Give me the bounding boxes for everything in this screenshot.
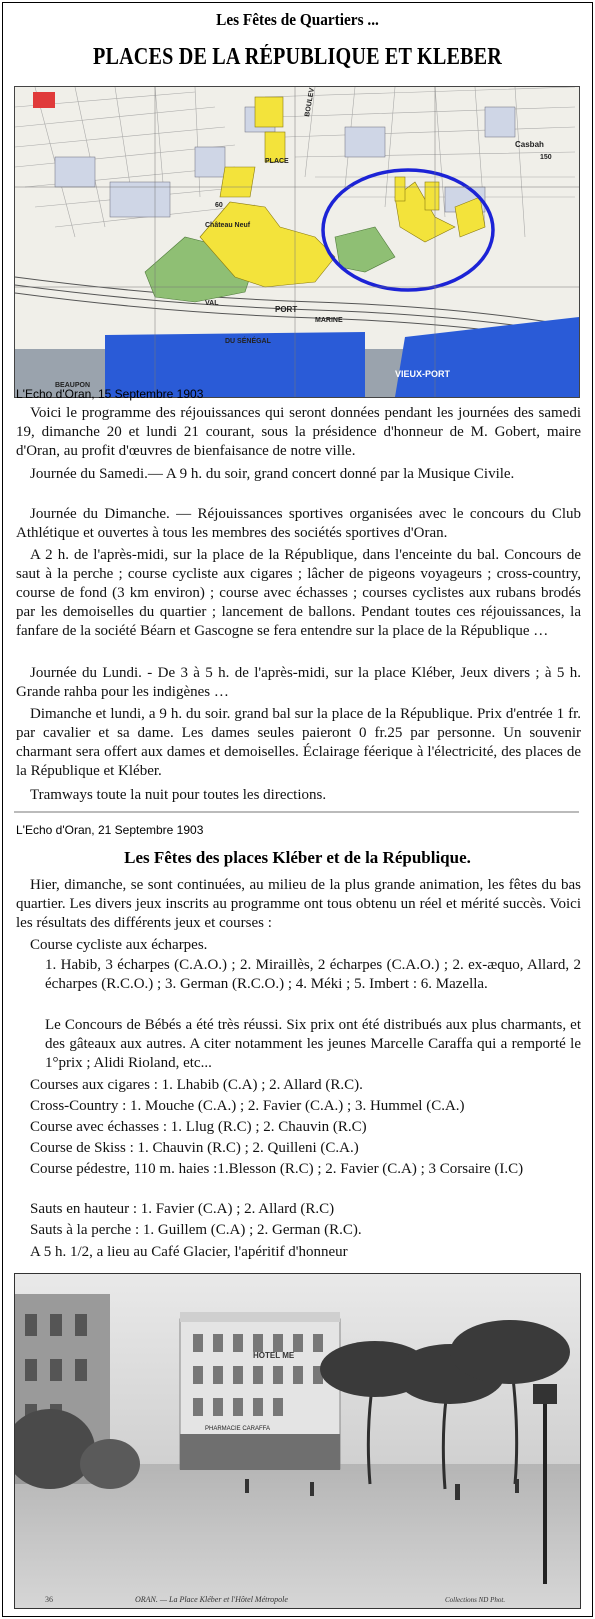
article1-paragraph: A 2 h. de l'après-midi, sur la place de la République, dans l'enceinte du bal. Concours de saut à la perche ; course cycliste aux cigares ; lâcher de pigeons voyageurs ; cross-country, course de fond (3 km environ) ; course avec échasses ; courses cyclistes aux rubans brodés par les demoiselles du quartier ; lancement de ballons. Pendant toutes ces réjouissances, la fanfare de la société Béarn et Gascogne se fera entendre sur la place de la République … — [16, 547, 581, 639]
photo-collection: Collections ND Phot. — [445, 1596, 506, 1604]
article1-paragraph: Journée du Lundi. - De 3 à 5 h. de l'après-midi, sur la place Kléber, Jeux divers ; à 5 h. Grande rahba pour les indigènes … — [16, 665, 581, 700]
baby-contest: Le Concours de Bébés a été très réussi. Six prix ont été distribués aux plus charmants, et des gâteaux aux autres. A citer notamment les jeunes Marcelle Caraffa qui a remporté le 1°prix ; Alidi Rioland, etc... — [45, 1017, 581, 1071]
map-label-senegal: DU SÉNÉGAL — [225, 338, 271, 345]
red-block — [33, 92, 55, 108]
map-label-marine: MARINE — [315, 317, 343, 324]
result-line: Sauts en hauteur : 1. Favier (C.A) ; 2. Allard (R.C) — [30, 1201, 335, 1217]
article1-paragraph: Journée du Dimanche. — Réjouissances sportives organisées avec le concours du Club Athlétique et ouvertes à tous les membres des sociétés sportives d'Oran. — [16, 506, 581, 541]
result-line: Sauts à la perche : 1. Guillem (C.A) ; 2. German (R.C). — [30, 1222, 362, 1238]
oran-map — [14, 86, 580, 398]
photo-number: 36 — [45, 1595, 53, 1604]
article2-title: Les Fêtes des places Kléber et de la République. — [124, 848, 471, 867]
hotel-sign: HOTEL ME — [253, 1351, 295, 1360]
page-title: PLACES DE LA RÉPUBLIQUE ET KLEBER — [92, 44, 503, 70]
map-label-place: PLACE — [265, 158, 289, 165]
cycle-race-results: 1. Habib, 3 écharpes (C.A.O.) ; 2. Miraillès, 2 écharpes (C.A.O.) ; 2. ex-æquo, Allard, 2 écharpes (R.C.O.) ; 3. German (R.C.O.) ; 4. Méki ; 5. Imbert : 6. Mazella. — [45, 957, 581, 992]
article1-paragraph: Dimanche et lundi, a 9 h. du soir. grand bal sur la place de la République. Prix d'entrée 1 fr. par cavalier et sa dame. Les dames seules paieront 0 fr.25 par personne. Un souvenir charmant sera offert aux dames et demoiselles. Éclairage féerique à l'électricité, des places de la République et Kléber. — [16, 706, 581, 779]
cycle-race-title: Course cycliste aux écharpes. — [30, 937, 208, 953]
kicker-heading: Les Fêtes de Quartiers ... — [216, 10, 379, 29]
map-label-vieux-port: VIEUX-PORT — [395, 369, 451, 379]
article1-source: L'Echo d'Oran, 15 Septembre 1903 — [16, 387, 204, 401]
article1-paragraph: Tramways toute la nuit pour toutes les directions. — [30, 787, 327, 803]
map-label-150: 150 — [540, 154, 552, 161]
map-label-casbah: Casbah — [515, 140, 544, 149]
article2-intro: Hier, dimanche, se sont continuées, au milieu de la plus grande animation, les fêtes du bas quartier. Les divers jeux inscrits au programme ont tous obtenu un réel et mérité succès. Voici les résultats des différents jeux et courses : — [16, 877, 581, 931]
map-drawing — [15, 87, 579, 397]
pharmacy-sign: PHARMACIE CARAFFA — [205, 1426, 271, 1432]
article2-source: L'Echo d'Oran, 21 Septembre 1903 — [16, 823, 204, 837]
result-line: A 5 h. 1/2, a lieu au Café Glacier, l'apéritif d'honneur — [30, 1244, 348, 1260]
place-kleber-photo — [14, 1273, 581, 1609]
photo-caption: ORAN. — La Place Kléber et l'Hôtel Métropole — [135, 1595, 288, 1604]
map-label-60: 60 — [215, 202, 223, 209]
section-divider — [14, 811, 579, 813]
result-line: Course de Skiss : 1. Chauvin (R.C) ; 2. Quilleni (C.A.) — [30, 1140, 359, 1156]
map-label-val: VAL — [205, 300, 219, 307]
result-line: Course pédestre, 110 m. haies :1.Blesson (R.C) ; 2. Favier (C.A) ; 3 Corsaire (I.C) — [30, 1161, 524, 1177]
map-label-port: PORT — [275, 305, 298, 314]
map-label-chateau: Château Neuf — [205, 222, 251, 229]
photo-drawing — [15, 1274, 580, 1608]
article1-paragraph: Voici le programme des réjouissances qui seront données pendant les journées des samedi 19, dimanche 20 et lundi 21 courant, sous la présidence d'honneur de M. Gobert, maire d'Oran, au profit d'œuvres de bienfaisance de notre ville. — [16, 405, 581, 459]
result-line: Courses aux cigares : 1. Lhabib (C.A) ; 2. Allard (R.C). — [30, 1077, 363, 1093]
map-label-boulev: BOULEV — [304, 87, 317, 118]
result-line: Course avec échasses : 1. Llug (R.C) ; 2. Chauvin (R.C) — [30, 1119, 367, 1135]
result-line: Cross-Country : 1. Mouche (C.A.) ; 2. Favier (C.A.) ; 3. Hummel (C.A.) — [30, 1098, 465, 1114]
map-label-beaupon: BEAUPON — [55, 382, 91, 389]
article1-paragraph: Journée du Samedi.— A 9 h. du soir, grand concert donné par la Musique Civile. — [30, 466, 515, 482]
